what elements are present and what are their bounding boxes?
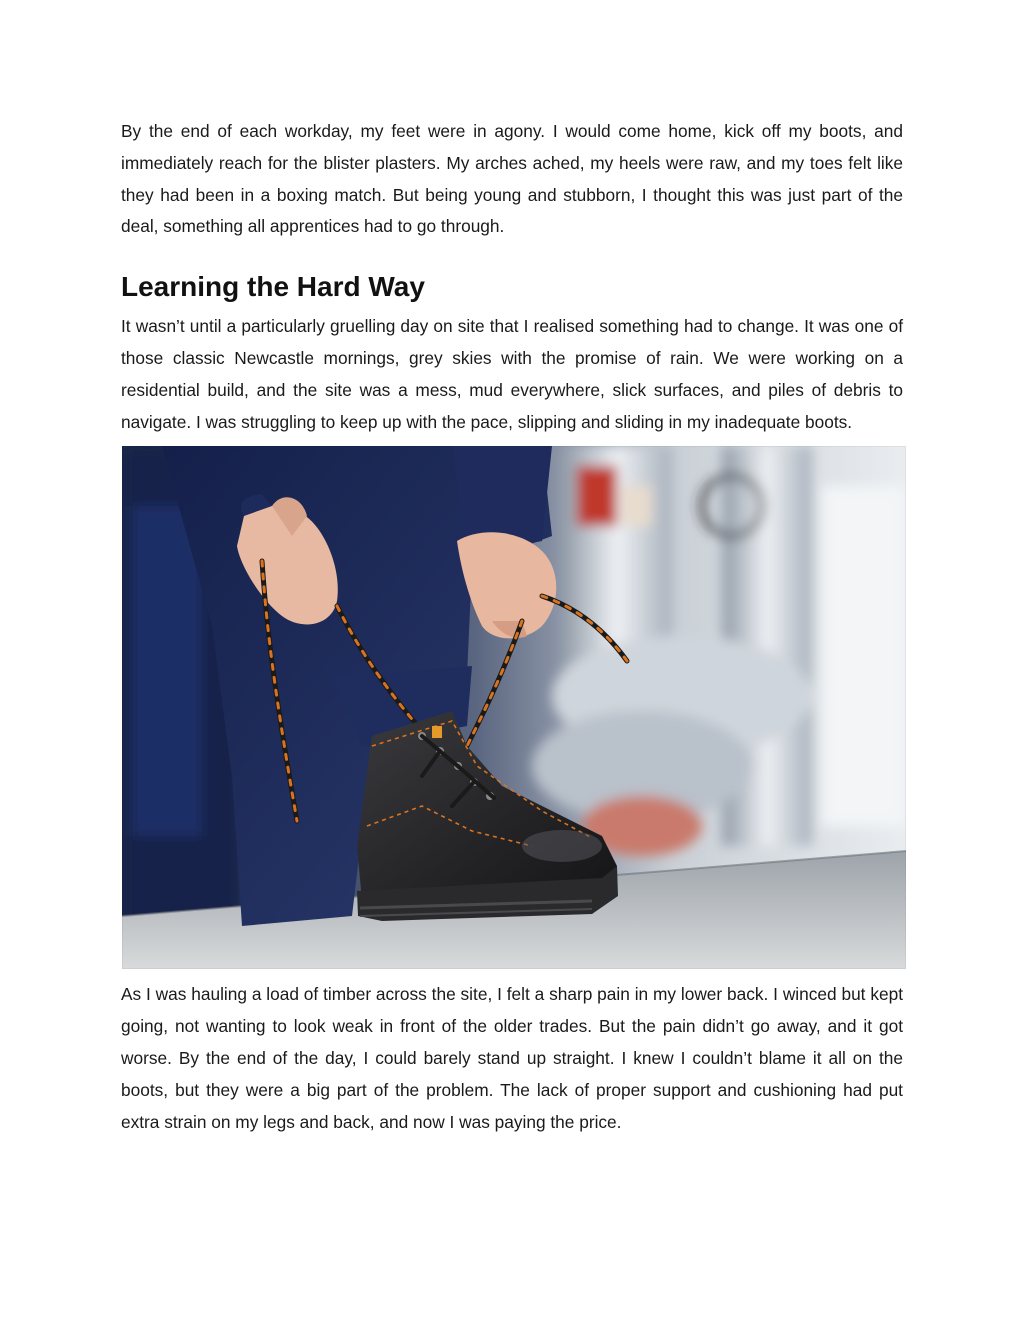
worker-lacing-boot-photo	[122, 446, 906, 969]
section-heading: Learning the Hard Way	[121, 271, 425, 303]
paragraph-back-pain: As I was hauling a load of timber across the site, I felt a sharp pain in my lower back. I winced but kept going, not wanting to look weak in front of the older trades. But the pain didn’t go away, and it got worse. By the end of the day, I could barely stand up straight. I knew I couldn’t blame it all on the boots, but they were a big part of the problem. The lack of proper support and cushioning had put extra strain on my legs and back, and now I was paying the price.	[121, 984, 903, 1132]
document-page	[121, 116, 903, 1138]
paragraph-site-day: It wasn’t until a particularly gruelling day on site that I realised something had to change. It was one of those classic Newcastle mornings, grey skies with the promise of rain. We were working on a residential build, and the site was a mess, mud everywhere, slick surfaces, and piles of debris to navigate. I was struggling to keep up with the pace, slipping and sliding in my inadequate boots.	[121, 316, 903, 432]
paragraph-intro: By the end of each workday, my feet were in agony. I would come home, kick off my boots, and immediately reach for the blister plasters. My arches ached, my heels were raw, and my toes felt like they had been in a boxing match. But being young and stubborn, I thought this was just part of the deal, something all apprentices had to go through.	[121, 121, 903, 237]
